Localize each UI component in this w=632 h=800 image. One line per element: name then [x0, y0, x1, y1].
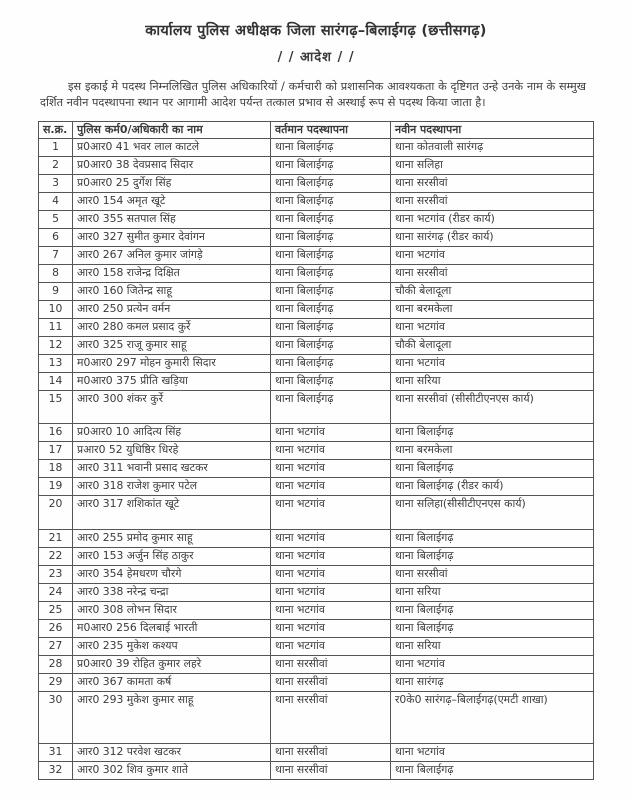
cell-new-posting: थाना बिलाईगढ़	[391, 459, 594, 477]
table-row	[39, 228, 594, 246]
cell-new-posting: थाना सरसीवां	[391, 192, 594, 210]
cell-new-posting: र0के0 सारंगढ़–बिलाईगढ़(एमटी शाखा)	[391, 691, 594, 743]
cell-current: थाना भटगांव	[271, 583, 391, 601]
cell-name: म0आर0 375 प्रीति खड़िया	[73, 372, 271, 390]
cell-name: प्र0आर0 25 दुर्गेश सिंह	[73, 174, 271, 192]
cell-current: थाना बिलाईगढ़	[271, 174, 391, 192]
cell-new-posting: थाना सरसीवां	[391, 565, 594, 583]
cell-new-posting: थाना सरिया	[391, 372, 594, 390]
cell-name: आर0 312 परवेश खटकर	[73, 743, 271, 761]
column-header-new-posting: नवीन पदस्थापना	[391, 121, 594, 138]
cell-sn: 14	[39, 372, 73, 390]
cell-current: थाना बिलाईगढ़	[271, 264, 391, 282]
table-row	[39, 390, 594, 423]
cell-name: आर0 153 अर्जुन सिंह ठाकुर	[73, 547, 271, 565]
cell-name: आर0 325 राजू कुमार साहू	[73, 336, 271, 354]
cell-sn: 32	[39, 761, 73, 779]
cell-new-posting: थाना सरिया	[391, 583, 594, 601]
cell-sn: 15	[39, 390, 73, 423]
cell-sn: 6	[39, 228, 73, 246]
cell-current: थाना बिलाईगढ़	[271, 192, 391, 210]
table-row	[39, 673, 594, 691]
cell-new-posting: थाना सरसीवां	[391, 174, 594, 192]
cell-current: थाना भटगांव	[271, 459, 391, 477]
cell-current: थाना भटगांव	[271, 477, 391, 495]
cell-current: थाना बिलाईगढ़	[271, 390, 391, 423]
cell-current: थाना सरसीवां	[271, 761, 391, 779]
cell-new-posting: थाना बिलाईगढ़	[391, 619, 594, 637]
cell-name: प्र0आर0 10 आदित्य सिंह	[73, 423, 271, 441]
cell-name: आर0 250 प्रत्येन वर्मन	[73, 300, 271, 318]
cell-new-posting: थाना भटगांव	[391, 246, 594, 264]
table-row	[39, 372, 594, 390]
cell-sn: 23	[39, 565, 73, 583]
cell-current: थाना बिलाईगढ़	[271, 138, 391, 156]
cell-sn: 29	[39, 673, 73, 691]
table-row	[39, 743, 594, 761]
cell-sn: 4	[39, 192, 73, 210]
column-header-serial: स.क्र.	[39, 121, 73, 138]
table-row	[39, 336, 594, 354]
cell-current: थाना बिलाईगढ़	[271, 282, 391, 300]
cell-name: प्र0आर0 39 रोहित कुमार लहरे	[73, 655, 271, 673]
cell-name: आर0 300 शंकर कुर्रे	[73, 390, 271, 423]
column-header-current-posting: वर्तमान पदस्थापना	[271, 121, 391, 138]
intro-paragraph: इस इकाई मे पदस्थ निम्नलिखित पुलिस अधिकारियों / कर्मचारी को प्रशासनिक आवश्यकता के दृष्टिगत उन्हे उनके नाम के सम्मुख दर्शित नवीन पदस्थापना स्थान पर आगामी आदेश पर्यन्त तत्काल प्रभाव से अस्थाई रूप से पदस्थ किया जाता है।	[40, 80, 586, 110]
cell-name: प्रआर0 52 युधिष्ठिर धिरहे	[73, 441, 271, 459]
cell-sn: 22	[39, 547, 73, 565]
cell-current: थाना बिलाईगढ़	[271, 228, 391, 246]
cell-new-posting: थाना सलिहा(सीसीटीएनएस कार्य)	[391, 495, 594, 529]
cell-current: थाना भटगांव	[271, 529, 391, 547]
cell-name: आर0 338 नरेन्द्र चन्द्रा	[73, 583, 271, 601]
transfer-table-header	[39, 121, 594, 138]
table-row	[39, 354, 594, 372]
cell-current: थाना सरसीवां	[271, 655, 391, 673]
cell-new-posting: थाना सलिहा	[391, 156, 594, 174]
office-title: कार्यालय पुलिस अधीक्षक जिला सारंगढ़–बिलाईगढ़ (छत्तीसगढ़)	[145, 23, 487, 39]
cell-new-posting: थाना बिलाईगढ़	[391, 529, 594, 547]
cell-sn: 2	[39, 156, 73, 174]
cell-name: आर0 327 सुमीत कुमार देवांगन	[73, 228, 271, 246]
header-row	[39, 121, 594, 138]
cell-name: आर0 154 अमृत खूटे	[73, 192, 271, 210]
cell-current: थाना बिलाईगढ़	[271, 246, 391, 264]
table-row	[39, 459, 594, 477]
cell-sn: 5	[39, 210, 73, 228]
cell-name: आर0 280 कमल प्रसाद कुर्रे	[73, 318, 271, 336]
cell-name: आर0 311 भवानी प्रसाद खटकर	[73, 459, 271, 477]
table-row	[39, 761, 594, 779]
cell-name: प्र0आर0 38 देवप्रसाद सिदार	[73, 156, 271, 174]
cell-sn: 27	[39, 637, 73, 655]
cell-sn: 21	[39, 529, 73, 547]
cell-new-posting: थाना बिलाईगढ़ (रीडर कार्य)	[391, 477, 594, 495]
cell-new-posting: थाना सारंगढ़	[391, 673, 594, 691]
cell-name: आर0 267 अनिल कुमार जांगड़े	[73, 246, 271, 264]
cell-sn: 19	[39, 477, 73, 495]
table-row	[39, 138, 594, 156]
cell-sn: 24	[39, 583, 73, 601]
cell-name: आर0 302 शिव कुमार शाते	[73, 761, 271, 779]
cell-new-posting: थाना बिलाईगढ़	[391, 601, 594, 619]
table-row	[39, 174, 594, 192]
cell-current: थाना सरसीवां	[271, 673, 391, 691]
cell-current: थाना बिलाईगढ़	[271, 300, 391, 318]
cell-current: थाना सरसीवां	[271, 743, 391, 761]
cell-sn: 26	[39, 619, 73, 637]
cell-sn: 16	[39, 423, 73, 441]
cell-sn: 12	[39, 336, 73, 354]
cell-sn: 13	[39, 354, 73, 372]
cell-current: थाना भटगांव	[271, 565, 391, 583]
cell-name: आर0 317 शशिकांत खूटे	[73, 495, 271, 529]
cell-name: आर0 158 राजेन्द्र दिक्षित	[73, 264, 271, 282]
table-row	[39, 601, 594, 619]
cell-current: थाना बिलाईगढ़	[271, 210, 391, 228]
cell-name: प्र0आर0 41 भवर लाल काटले	[73, 138, 271, 156]
cell-current: थाना बिलाईगढ़	[271, 336, 391, 354]
cell-new-posting: थाना कोतवाली सारंगढ़	[391, 138, 594, 156]
table-row	[39, 300, 594, 318]
transfer-table-body	[39, 138, 594, 779]
cell-current: थाना भटगांव	[271, 547, 391, 565]
cell-new-posting: थाना सारंगढ़ (रीडर कार्य)	[391, 228, 594, 246]
cell-sn: 18	[39, 459, 73, 477]
cell-current: थाना बिलाईगढ़	[271, 354, 391, 372]
table-row	[39, 583, 594, 601]
cell-name: आर0 318 राजेश कुमार पटेल	[73, 477, 271, 495]
table-row	[39, 529, 594, 547]
table-row	[39, 282, 594, 300]
order-heading: / / आदेश / /	[277, 50, 355, 65]
cell-sn: 7	[39, 246, 73, 264]
cell-current: थाना भटगांव	[271, 495, 391, 529]
cell-name: म0आर0 256 दिलबाई भारती	[73, 619, 271, 637]
cell-new-posting: थाना भटगांव	[391, 743, 594, 761]
table-row	[39, 637, 594, 655]
cell-current: थाना सरसीवां	[271, 691, 391, 743]
cell-sn: 10	[39, 300, 73, 318]
cell-current: थाना बिलाईगढ़	[271, 318, 391, 336]
cell-name: आर0 235 मुकेश कश्यप	[73, 637, 271, 655]
cell-name: आर0 255 प्रमोद कुमार साहू	[73, 529, 271, 547]
cell-new-posting: थाना बिलाईगढ़	[391, 423, 594, 441]
cell-sn: 8	[39, 264, 73, 282]
cell-new-posting: थाना भटगांव	[391, 318, 594, 336]
table-row	[39, 156, 594, 174]
column-header-name: पुलिस कर्म0/अधिकारी का नाम	[73, 121, 271, 138]
cell-sn: 30	[39, 691, 73, 743]
table-row	[39, 441, 594, 459]
table-row	[39, 318, 594, 336]
cell-sn: 20	[39, 495, 73, 529]
cell-new-posting: थाना बरमकेला	[391, 300, 594, 318]
cell-new-posting: चौकी बेलादूला	[391, 336, 594, 354]
cell-name: आर0 367 कामता कर्ष	[73, 673, 271, 691]
table-row	[39, 565, 594, 583]
cell-new-posting: थाना बिलाईगढ़	[391, 761, 594, 779]
cell-sn: 11	[39, 318, 73, 336]
table-row	[39, 264, 594, 282]
cell-sn: 17	[39, 441, 73, 459]
cell-new-posting: थाना सरसीवां	[391, 264, 594, 282]
table-row	[39, 210, 594, 228]
cell-current: थाना बिलाईगढ़	[271, 372, 391, 390]
cell-sn: 9	[39, 282, 73, 300]
cell-new-posting: थाना सरसीवां (सीसीटीएनएस कार्य)	[391, 390, 594, 423]
table-row	[39, 655, 594, 673]
cell-name: म0आर0 297 मोहन कुमारी सिदार	[73, 354, 271, 372]
cell-new-posting: थाना बरमकेला	[391, 441, 594, 459]
cell-new-posting: थाना भटगांव	[391, 655, 594, 673]
cell-current: थाना भटगांव	[271, 637, 391, 655]
cell-new-posting: थाना सरिया	[391, 637, 594, 655]
cell-sn: 31	[39, 743, 73, 761]
table-row	[39, 423, 594, 441]
transfer-table	[38, 121, 594, 780]
cell-sn: 28	[39, 655, 73, 673]
table-row	[39, 246, 594, 264]
table-row	[39, 547, 594, 565]
cell-name: आर0 354 हेमधरण चौरगे	[73, 565, 271, 583]
cell-sn: 3	[39, 174, 73, 192]
table-row	[39, 691, 594, 743]
cell-current: थाना भटगांव	[271, 441, 391, 459]
cell-sn: 25	[39, 601, 73, 619]
cell-current: थाना भटगांव	[271, 619, 391, 637]
cell-new-posting: थाना भटगांव (रीडर कार्य)	[391, 210, 594, 228]
cell-new-posting: थाना बिलाईगढ़	[391, 547, 594, 565]
cell-new-posting: चौकी बेलादूला	[391, 282, 594, 300]
cell-current: थाना भटगांव	[271, 601, 391, 619]
table-row	[39, 477, 594, 495]
cell-name: आर0 160 जितेन्द्र साहू	[73, 282, 271, 300]
cell-name: आर0 308 लोभन सिदार	[73, 601, 271, 619]
cell-name: आर0 293 मुकेश कुमार साहू	[73, 691, 271, 743]
table-row	[39, 619, 594, 637]
table-row	[39, 495, 594, 529]
table-row	[39, 192, 594, 210]
cell-sn: 1	[39, 138, 73, 156]
cell-current: थाना भटगांव	[271, 423, 391, 441]
cell-current: थाना बिलाईगढ़	[271, 156, 391, 174]
cell-new-posting: थाना भटगांव	[391, 354, 594, 372]
cell-name: आर0 355 सतपाल सिंह	[73, 210, 271, 228]
